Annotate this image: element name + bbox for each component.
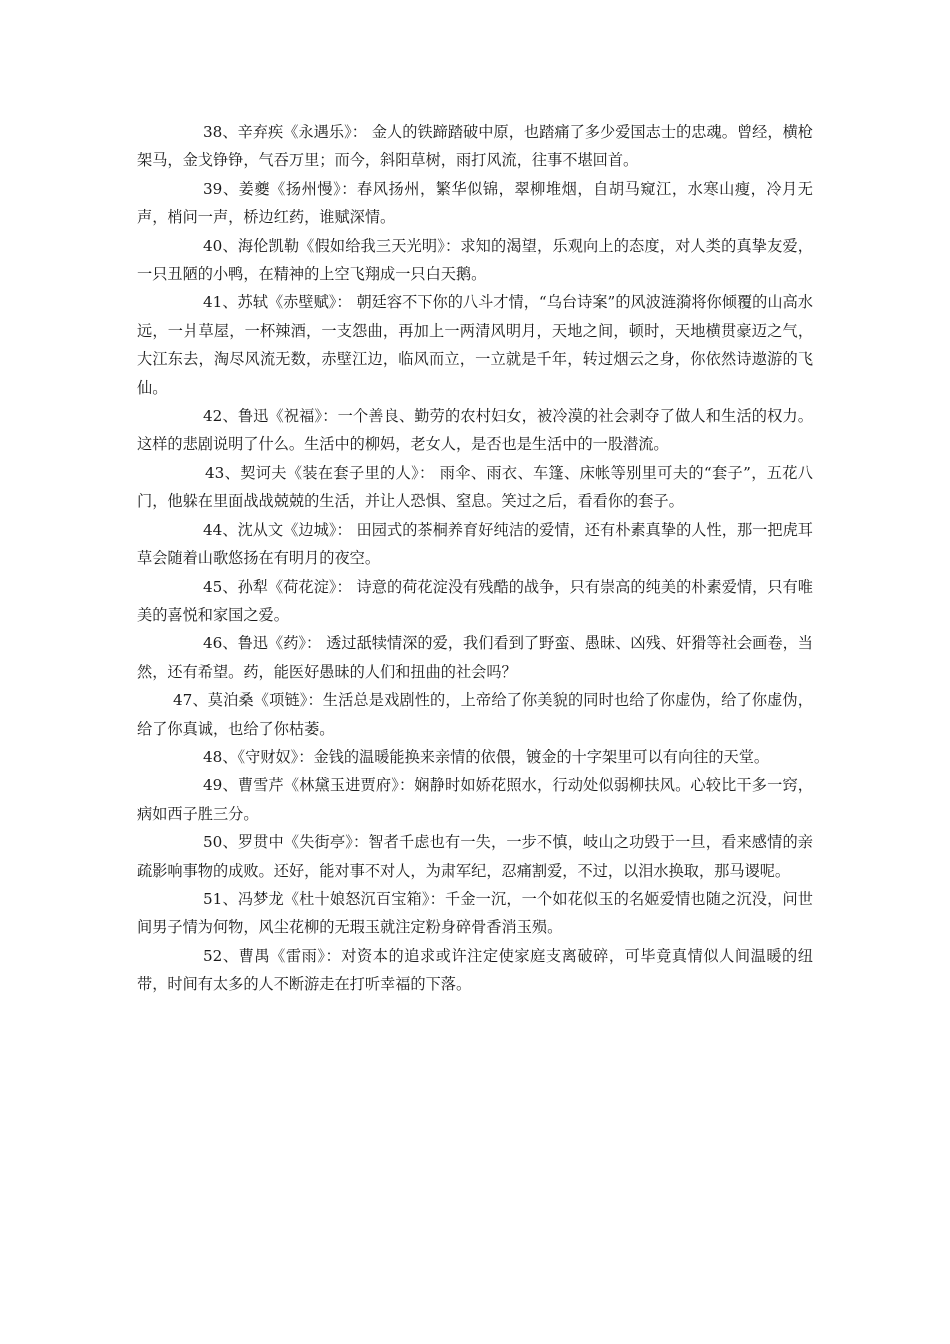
- paragraph-50: 50、罗贯中《失街亭》：智者千虑也有一失，一步不慎，岐山之功毁于一旦，看来感情的亲疏影响事物的成败。还好，能对事不对人，为肃军纪，忍痛割爱，不过，以泪水换取，那马谡呢。: [137, 833, 813, 880]
- paragraph-38: 38、辛弃疾《永遇乐》： 金人的铁蹄踏破中原，也踏痛了多少爱国志士的忠魂。曾经，横枪架马，金戈铮铮，气吞万里；而今，斜阳草树，雨打风流，往事不堪回首。: [137, 123, 813, 170]
- paragraph-39: 39、姜夔《扬州慢》：春风扬州，繁华似锦，翠柳堆烟，自胡马窥江，水寒山瘦，冷月无声，梢问一声，桥边红药，谁赋深情。: [137, 179, 813, 227]
- paragraph-41: 41、苏轼《赤壁赋》： 朝廷容不下你的八斗才情，“乌台诗案”的风波涟漪将你倾覆的山高水远，一爿草屋，一杯辣酒，一支怨曲，再加上一两清风明月，天地之间，顿时，天地横贯豪迈之气，大江东去，淘尽风流无数，赤壁江边，临风而立，一立就是千年，转过烟云之身，你依然诗遨游的飞仙。: [137, 293, 813, 397]
- paragraph-47: 47、莫泊桑《项链》：生活总是戏剧性的，上帝给了你美貌的同时也给了你虚伪，给了你虚伪，给了你真诚，也给了你枯萎。: [137, 691, 813, 738]
- document-body: [137, 118, 813, 999]
- paragraph-48: 48、《守财奴》：金钱的温暖能换来亲情的依偎，镀金的十字架里可以有向往的天堂。: [203, 747, 770, 766]
- paragraph-44: 44、沈从文《边城》： 田园式的茶桐养育好纯洁的爱情，还有朴素真挚的人性，那一把虎耳草会随着山歌悠扬在有明月的夜空。: [137, 520, 813, 568]
- paragraph-49: 49、曹雪芹《林黛玉进贾府》：娴静时如娇花照水，行动处似弱柳扶风。心较比干多一窍，病如西子胜三分。: [137, 776, 813, 823]
- paragraph-40: 40、海伦凯勒《假如给我三天光明》：求知的渴望，乐观向上的态度，对人类的真挚友爱，一只丑陋的小鸭，在精神的上空飞翔成一只白天鹅。: [137, 236, 813, 284]
- paragraph-45: 45、孙犁《荷花淀》： 诗意的荷花淀没有残酷的战争，只有崇高的纯美的朴素爱情，只有唯美的喜悦和家国之爱。: [137, 577, 813, 624]
- paragraph-46: 46、鲁迅《药》： 透过舐犊情深的爱，我们看到了野蛮、愚昧、凶残、奸猾等社会画卷，当然，还有希望。药，能医好愚昧的人们和扭曲的社会吗？: [137, 634, 813, 681]
- paragraph-43: 43、契诃夫《装在套子里的人》： 雨伞、雨衣、车篷、床帐等别里可夫的“套子”，五花八门，他躲在里面战战兢兢的生活，并让人恐惧、窒息。笑过之后，看看你的套子。: [137, 463, 813, 511]
- paragraph-42: 42、鲁迅《祝福》：一个善良、勤劳的农村妇女，被冷漠的社会剥夺了做人和生活的权力。这样的悲剧说明了什么。生活中的柳妈，老女人，是否也是生活中的一股潜流。: [137, 407, 813, 454]
- paragraph-51: 51、冯梦龙《杜十娘怒沉百宝箱》：千金一沉，一个如花似玉的名姬爱情也随之沉没，问世间男子情为何物，风尘花柳的无瑕玉就注定粉身碎骨香消玉殒。: [137, 889, 813, 937]
- paragraph-52: 52、曹禺《雷雨》：对资本的追求或许注定使家庭支离破碎，可毕竟真情似人间温暖的纽带，时间有太多的人不断游走在打听幸福的下落。: [137, 946, 813, 994]
